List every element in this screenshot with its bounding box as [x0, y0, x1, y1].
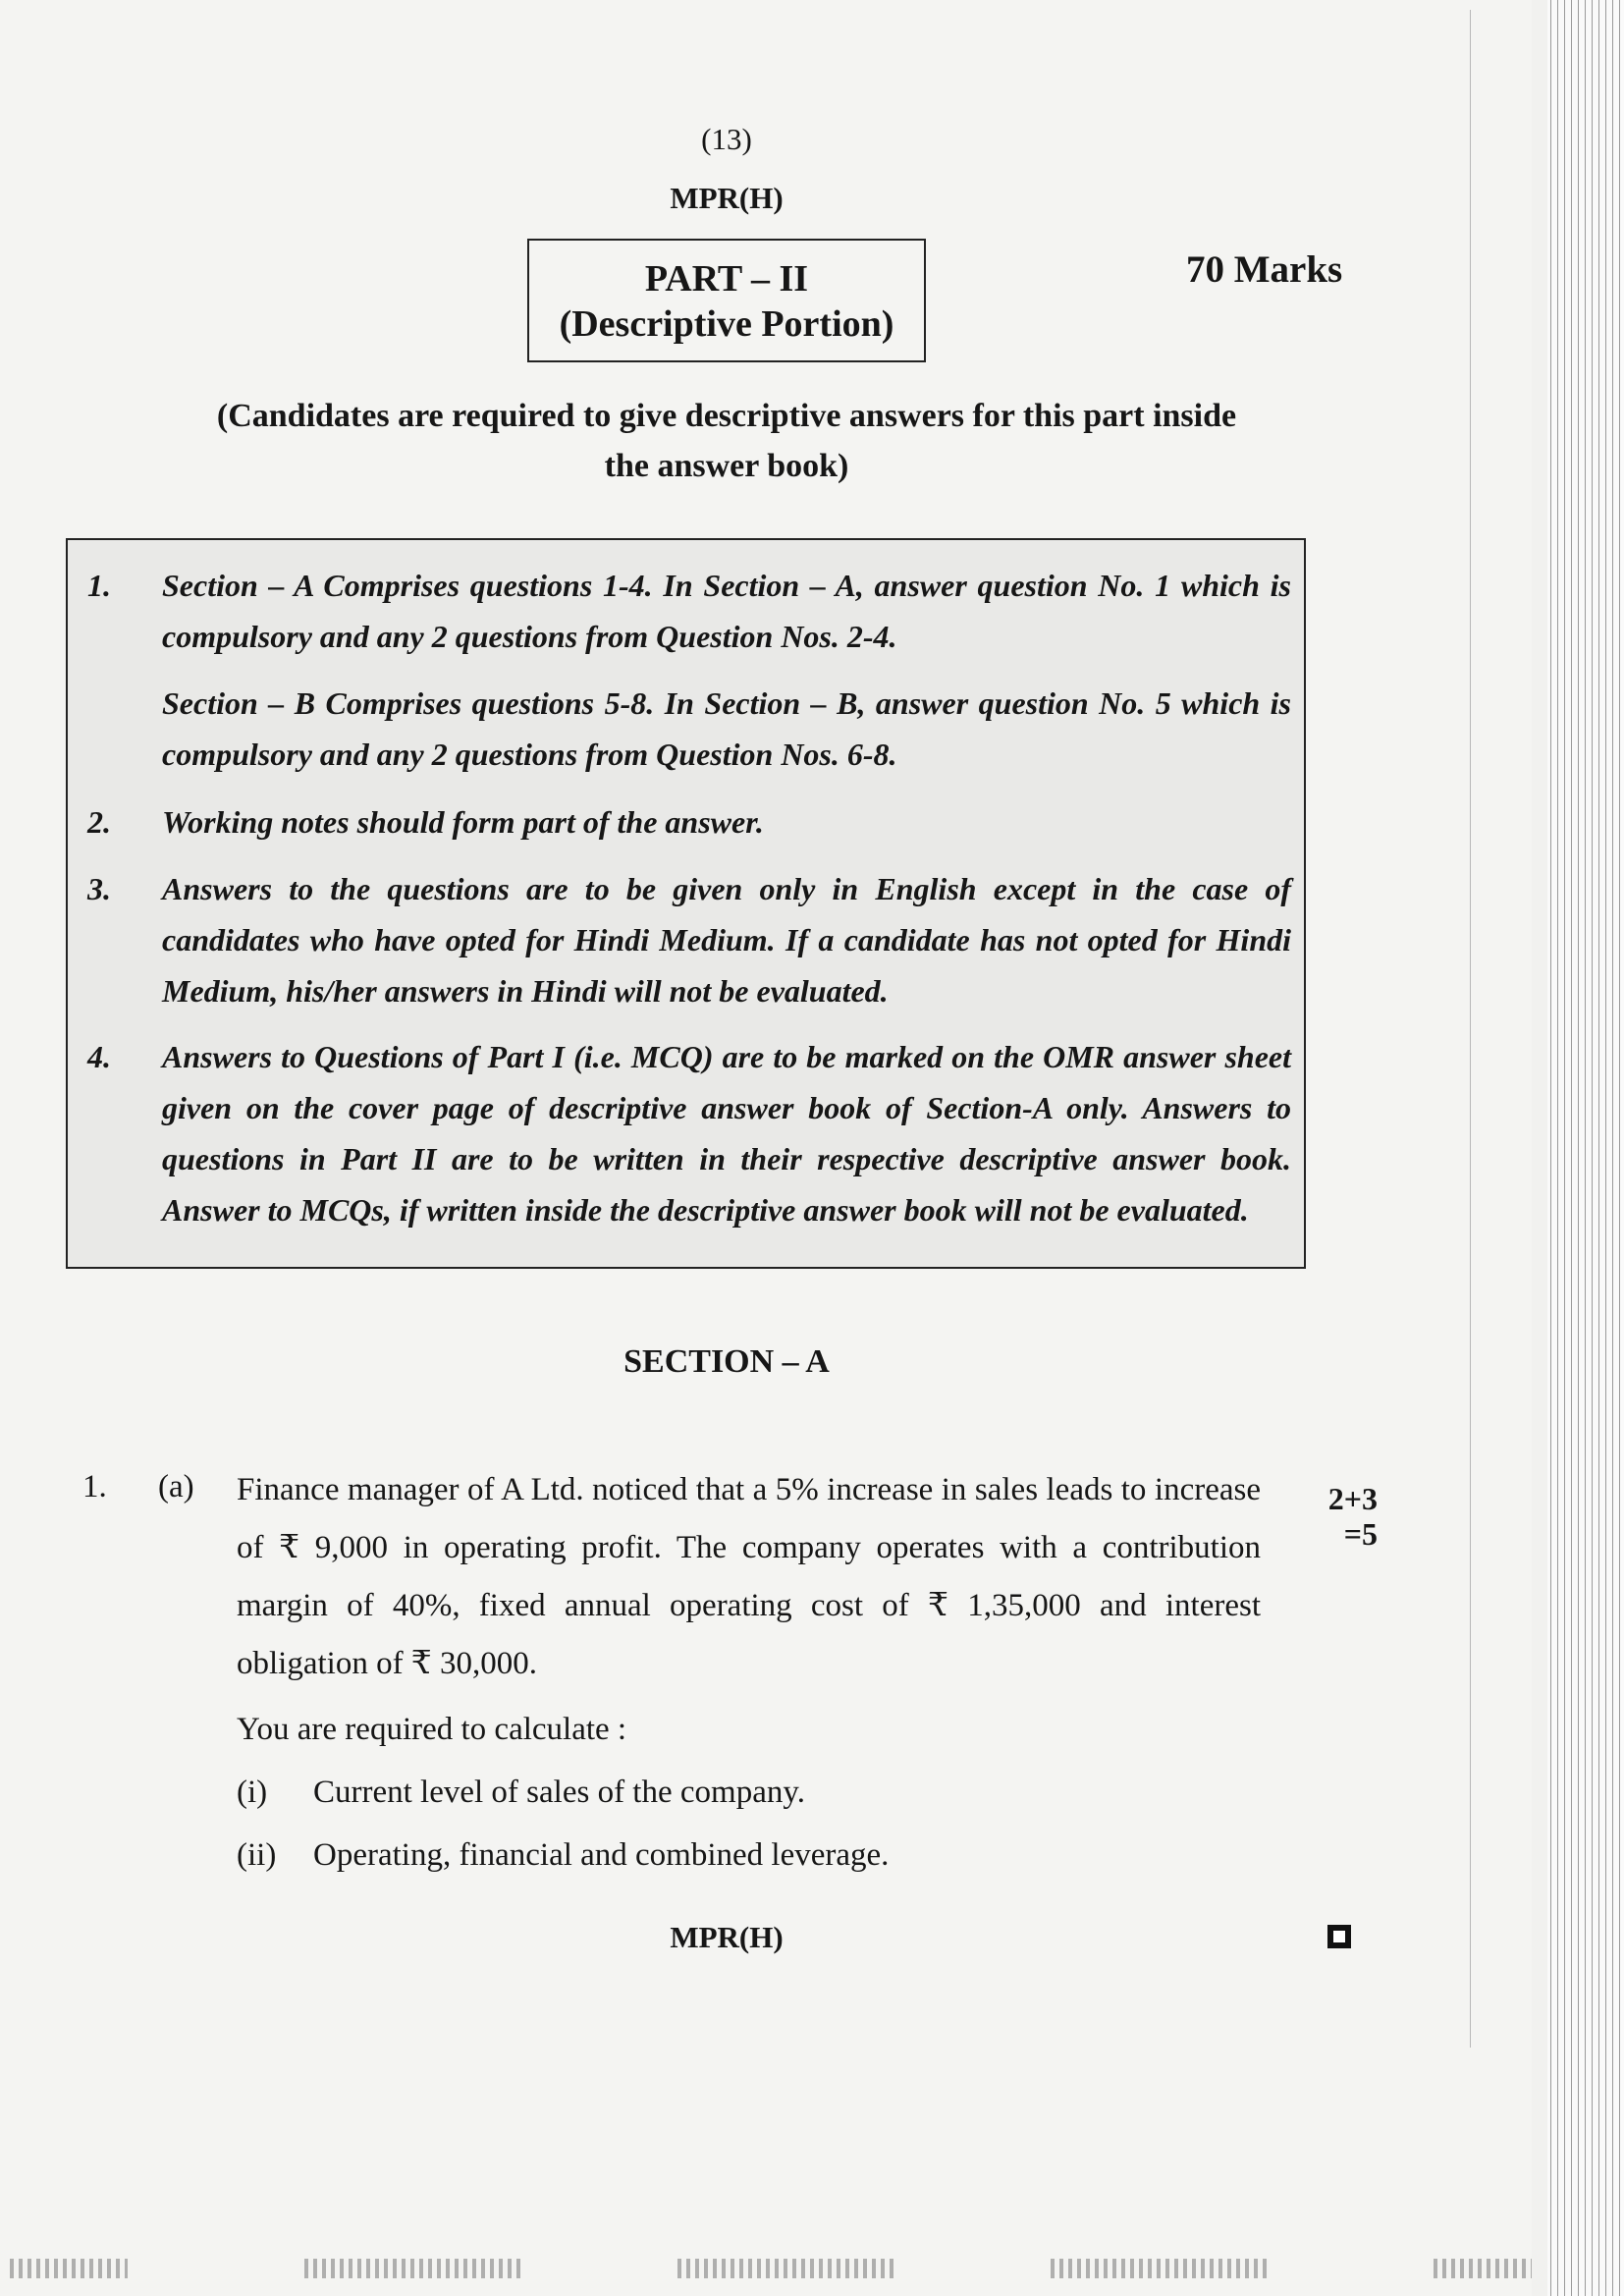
- scan-artifact: [1434, 2259, 1532, 2278]
- square-marker-icon: [1327, 1925, 1351, 1948]
- part-title: PART – II: [644, 258, 809, 300]
- sub-question-label: (i): [237, 1775, 268, 1810]
- sub-question-i: [237, 1764, 1218, 1822]
- instruction-text: Section – A Comprises questions 1-4. In Section – A, answer question No. 1 which is compulsory and any 2 questions from Question Nos. 2-4.: [162, 568, 1291, 654]
- sub-question-ii: [237, 1827, 1218, 1885]
- scan-artifact: [10, 2259, 128, 2278]
- marks-total: =5: [1343, 1516, 1378, 1552]
- scan-artifact: [677, 2259, 893, 2278]
- question-requirement: You are required to calculate :: [237, 1712, 627, 1747]
- instruction-2: [68, 796, 1304, 847]
- instructions-box: [66, 538, 1306, 1269]
- page-edge-line: [1470, 10, 1471, 2048]
- question-number: 1.: [82, 1469, 107, 1504]
- section-heading: SECTION – A: [623, 1343, 830, 1380]
- instruction-text: Answers to the questions are to be given only in English except in the case of candidates who have opted for Hindi Medium. If a candidate has not opted for Hindi Medium, his/her answers in Hindi will not be evaluated.: [162, 871, 1291, 1009]
- part-title-box: [527, 239, 926, 362]
- instruction-number: 4.: [87, 1039, 111, 1074]
- instruction-1a: [68, 560, 1304, 662]
- part-subtitle: (Descriptive Portion): [559, 303, 894, 345]
- sub-question-label: (ii): [237, 1837, 277, 1873]
- instruction-text: Working notes should form part of the answer.: [162, 804, 764, 840]
- instruction-text: Section – B Comprises questions 5-8. In Section – B, answer question No. 5 which is compulsory and any 2 questions from Question Nos. 6-8.: [162, 685, 1291, 772]
- sub-question-text: Operating, financial and combined leverage.: [313, 1837, 890, 1873]
- instruction-number: 3.: [87, 871, 111, 906]
- instruction-number: 2.: [87, 804, 111, 840]
- instruction-4: [68, 1031, 1304, 1257]
- page-number: (13): [701, 122, 752, 156]
- paper-code-top: MPR(H): [670, 181, 784, 215]
- scan-artifact: [1051, 2259, 1267, 2278]
- marks-breakdown: 2+3: [1327, 1481, 1378, 1516]
- candidates-note: [0, 391, 1453, 491]
- candidates-note-line: the answer book): [604, 448, 849, 484]
- instruction-1b: [68, 678, 1304, 780]
- question-part-label: (a): [158, 1469, 194, 1504]
- total-marks: 70 Marks: [1186, 248, 1343, 291]
- question-text: Finance manager of A Ltd. noticed that a 5% increase in sales leads to increase of ₹ 9,000 in operating profit. The company operates with a contribution margin of 40%, fixed annual operating cost of ₹ 1,35,000 and interest obligation of ₹ 30,000.: [237, 1472, 1261, 1681]
- instruction-3: [68, 863, 1304, 1016]
- question-marks: [1309, 1481, 1378, 1552]
- candidates-note-line: (Candidates are required to give descriptive answers for this part inside: [216, 398, 1237, 434]
- instruction-text: Answers to Questions of Part I (i.e. MCQ) are to be marked on the OMR answer sheet given on the cover page of descriptive answer book of Section-A only. Answers to questions in Part II are to be written in their respective descriptive answer book. Answer to MCQs, if written inside the descriptive answer book will not be evaluated.: [162, 1039, 1291, 1228]
- scan-artifact: [304, 2259, 520, 2278]
- paper-code-bottom: MPR(H): [670, 1920, 784, 1954]
- sub-question-text: Current level of sales of the company.: [313, 1775, 805, 1810]
- instruction-number: 1.: [87, 568, 111, 603]
- binding-edge: [1547, 0, 1624, 2296]
